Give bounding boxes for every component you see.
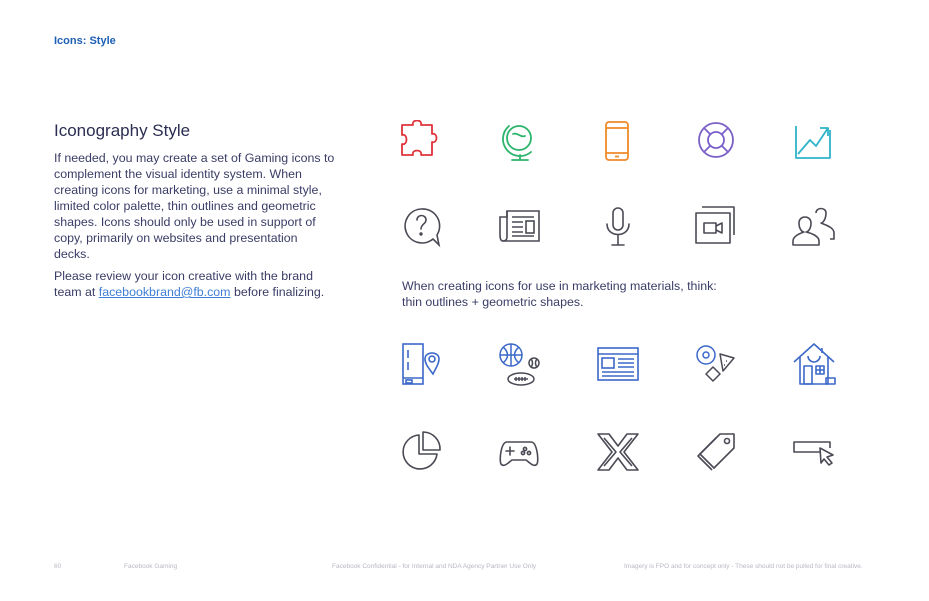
- video-camera-icon: [694, 205, 738, 249]
- question-bubble-icon: [399, 205, 443, 249]
- review-paragraph: [54, 268, 336, 300]
- newspaper-icon: [497, 205, 541, 249]
- email-link[interactable]: facebookbrand@fb.com: [98, 285, 231, 299]
- section-label: Icons: Style: [54, 35, 116, 47]
- puzzle-icon: [399, 120, 443, 164]
- caption-line-2: thin outlines + geometric shapes.: [402, 295, 584, 309]
- microphone-icon: [596, 205, 640, 249]
- growth-chart-icon: [792, 120, 836, 164]
- pie-chart-icon: [399, 430, 443, 474]
- page-title: Iconography Style: [54, 121, 191, 140]
- house-icon: [792, 342, 836, 386]
- intro-paragraph: If needed, you may create a set of Gaming icons to complement the visual identity system. When creating icons for marketing, use a minimal style, limited color palette, thin outlines and geometric shapes. Icons should only be used in support of copy, primarily on websites and presentation decks.: [54, 151, 335, 261]
- gamepad-icon: [497, 430, 541, 474]
- review-text-before: Please review your icon creative with the brand team at: [54, 269, 313, 299]
- webpage-icon: [596, 342, 640, 386]
- shapes-icon: [694, 342, 738, 386]
- review-text-after: before finalizing.: [230, 285, 325, 299]
- footer-confidential: Facebook Confidential - for Internal and NDA Agency Partner Use Only: [332, 563, 537, 570]
- icon-caption: [402, 278, 762, 310]
- caption-line-1: When creating icons for use in marketing materials, think:: [402, 279, 717, 293]
- people-icon: [792, 205, 836, 249]
- x-logo-icon: [596, 430, 640, 474]
- page-number: 60: [54, 563, 62, 570]
- globe-icon: [497, 120, 541, 164]
- cursor-click-icon: [792, 430, 836, 474]
- map-pin-phone-icon: [399, 342, 443, 386]
- price-tag-icon: [694, 430, 738, 474]
- sports-balls-icon: [497, 342, 541, 386]
- footer-imagery-note: Imagery is FPO and for concept only - These should not be pulled for final creative.: [624, 563, 863, 570]
- lifebuoy-icon: [694, 120, 738, 164]
- footer-brand: Facebook Gaming: [124, 563, 178, 570]
- smartphone-icon: [596, 120, 640, 164]
